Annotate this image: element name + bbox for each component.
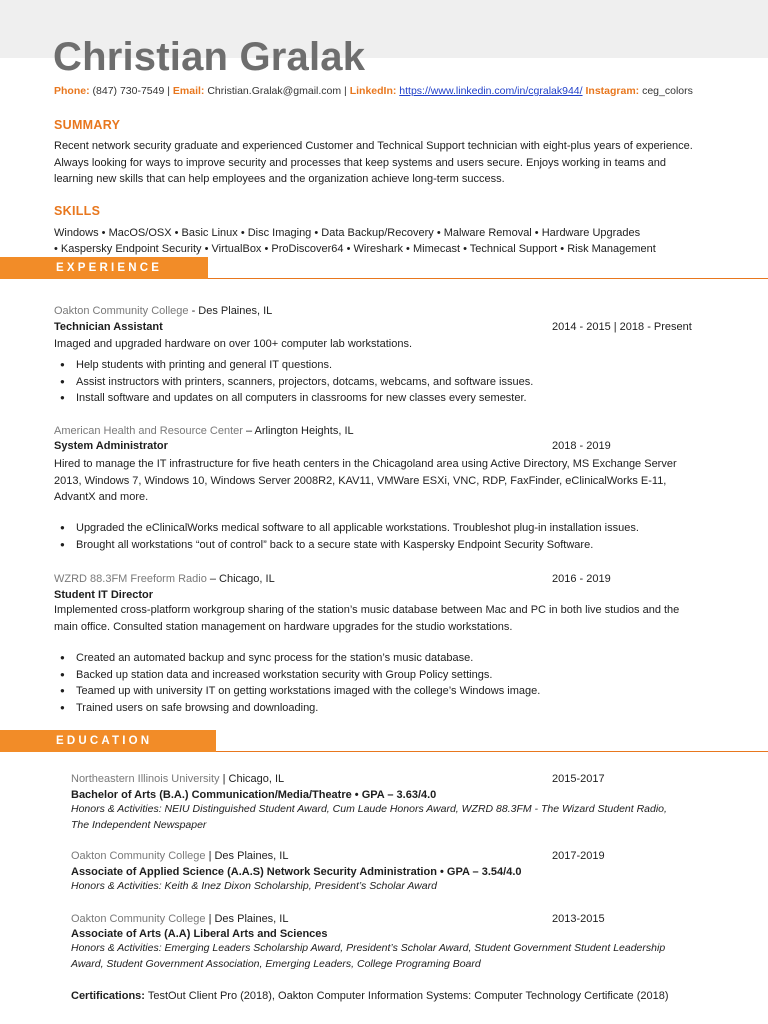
summary-text — [54, 138, 734, 188]
job-description — [54, 336, 734, 353]
honors-line: The Independent Newspaper — [71, 818, 207, 831]
list-item: ● Trained users on safe browsing and downloading. — [54, 700, 744, 717]
summary-line: learning new skills that can help employees and the organization achieve long-term success. — [54, 173, 505, 185]
school-org — [71, 849, 288, 863]
school-location: | Des Plaines, IL — [205, 850, 289, 862]
phone-value: (847) 730-7549 — [92, 85, 165, 97]
job-description — [54, 602, 734, 635]
job-title: Technician Assistant — [54, 321, 163, 333]
job-title: Student IT Director — [54, 589, 154, 601]
separator: | — [167, 85, 170, 97]
school-name: Oakton Community College — [71, 850, 206, 862]
job-desc-line: Imaged and upgraded hardware on over 100+ computer lab workstations. — [54, 338, 413, 350]
school-org — [71, 912, 288, 926]
linkedin-link[interactable]: https://www.linkedin.com/in/cgralak944/ — [399, 85, 583, 97]
job-desc-line: AdvantX and more. — [54, 491, 149, 503]
skills-list — [54, 225, 744, 257]
degree: Associate of Arts (A.A) Liberal Arts and Sciences — [71, 928, 328, 940]
school-org — [71, 772, 284, 786]
education-heading: EDUCATION — [0, 730, 216, 752]
job-org — [54, 304, 272, 318]
list-item: ● Teamed up with university IT on getting workstations imaged with the college’s Windows image. — [54, 683, 744, 700]
list-item: ● Created an automated backup and sync process for the station’s music database. — [54, 650, 744, 667]
list-item: ● Brought all workstations “out of control” back to a secure state with Kaspersky Endpoint Security Software. — [54, 537, 744, 554]
summary-line: Always looking for ways to improve security and processes that keep systems and users secure. Enjoys working in teams and — [54, 156, 666, 169]
job-desc-line: Hired to manage the IT infrastructure for five heath centers in the Chicagoland area using Active Directory, MS Exchange Server — [54, 458, 677, 470]
skills-heading: SKILLS — [54, 204, 101, 218]
job-description — [54, 456, 734, 506]
job-bullets — [54, 357, 744, 407]
school-name: Oakton Community College — [71, 913, 206, 925]
summary-line: Recent network security graduate and experienced Customer and Technical Support technician with eight-plus years of experience. — [54, 140, 693, 152]
school-dates: 2017-2019 — [552, 850, 605, 862]
job-dates: 2014 - 2015 | 2018 - Present — [552, 321, 692, 333]
list-item: ● Assist instructors with printers, scanners, projectors, dotcams, webcams, and software issues. — [54, 374, 744, 391]
job-org — [54, 424, 354, 438]
experience-heading: EXPERIENCE — [0, 257, 208, 279]
school-location: | Chicago, IL — [219, 773, 285, 785]
summary-heading: SUMMARY — [54, 118, 121, 132]
job-org-name: American Health and Resource Center — [54, 425, 243, 437]
honors — [71, 802, 711, 833]
job-title: System Administrator — [54, 440, 168, 452]
list-item: ● Upgraded the eClinicalWorks medical software to all applicable workstations. Troubleshot plug-in installation issues. — [54, 520, 744, 537]
honors-line: Award, Student Government Association, Emerging Leaders, College Programing Board — [71, 957, 481, 970]
school-name: Northeastern Illinois University — [71, 773, 220, 785]
candidate-name: Christian Gralak — [53, 35, 366, 79]
job-location: - Des Plaines, IL — [188, 305, 273, 317]
job-org-name: Oakton Community College — [54, 305, 189, 317]
honors — [71, 941, 711, 972]
instagram-value: ceg_colors — [642, 85, 693, 97]
degree: Associate of Applied Science (A.A.S) Network Security Administration • GPA – 3.54/4.0 — [71, 866, 522, 878]
job-location: – Chicago, IL — [206, 573, 275, 585]
job-desc-line: main office. Consulted station management on hardware upgrades for the studio workstations. — [54, 620, 513, 633]
school-location: | Des Plaines, IL — [205, 913, 289, 925]
separator: | — [344, 85, 347, 97]
list-item: ● Help students with printing and general IT questions. — [54, 357, 744, 374]
honors-line: Honors & Activities: Keith & Inez Dixon Scholarship, President’s Scholar Award — [71, 880, 437, 892]
instagram-label: Instagram: — [585, 85, 640, 97]
certifications — [71, 989, 669, 1003]
job-location: – Arlington Heights, IL — [242, 425, 354, 437]
school-dates: 2015-2017 — [552, 773, 605, 785]
skills-line: Windows • MacOS/OSX • Basic Linux • Disc Imaging • Data Backup/Recovery • Malware Removal • Hardware Upgrades — [54, 227, 641, 239]
certifications-text: TestOut Client Pro (2018), Oakton Computer Information Systems: Computer Technology Certificate (2018) — [144, 990, 669, 1002]
job-org — [54, 572, 275, 586]
job-desc-line: 2013, Windows 7, Windows 10, Windows Server 2008R2, KAV11, VMWare ESXi, VNC, RDP, FaxFinder, eClinicalWorks E-11, — [54, 474, 667, 487]
job-dates: 2016 - 2019 — [552, 573, 611, 585]
job-bullets — [54, 520, 744, 553]
school-dates: 2013-2015 — [552, 913, 605, 925]
skills-line: • Kaspersky Endpoint Security • VirtualBox • ProDiscover64 • Wireshark • Mimecast • Technical Support • Risk Management — [54, 243, 656, 255]
honors — [71, 879, 711, 895]
degree: Bachelor of Arts (B.A.) Communication/Media/Theatre • GPA – 3.63/4.0 — [71, 789, 437, 801]
job-org-name: WZRD 88.3FM Freeform Radio — [54, 573, 207, 585]
linkedin-label: LinkedIn: — [349, 85, 397, 97]
certifications-label: Certifications: — [71, 990, 145, 1002]
email-value[interactable]: Christian.Gralak@gmail.com — [207, 85, 342, 97]
honors-line: Honors & Activities: NEIU Distinguished Student Award, Cum Laude Honors Award, WZRD 88.3FM - The Wizard Student Radio, — [71, 803, 667, 815]
phone-label: Phone: — [54, 85, 90, 97]
contact-line — [54, 84, 754, 98]
job-desc-line: Implemented cross-platform workgroup sharing of the station’s music database between Mac and PC in both live studios and the — [54, 604, 680, 616]
list-item: ● Install software and updates on all computers in classrooms for new classes every semester. — [54, 390, 744, 407]
honors-line: Honors & Activities: Emerging Leaders Scholarship Award, President’s Scholar Award, Student Government Student Leadership — [71, 942, 666, 954]
job-dates: 2018 - 2019 — [552, 440, 611, 452]
list-item: ● Backed up station data and increased workstation security with Group Policy settings. — [54, 667, 744, 684]
email-label: Email: — [172, 85, 205, 97]
job-bullets — [54, 650, 744, 716]
